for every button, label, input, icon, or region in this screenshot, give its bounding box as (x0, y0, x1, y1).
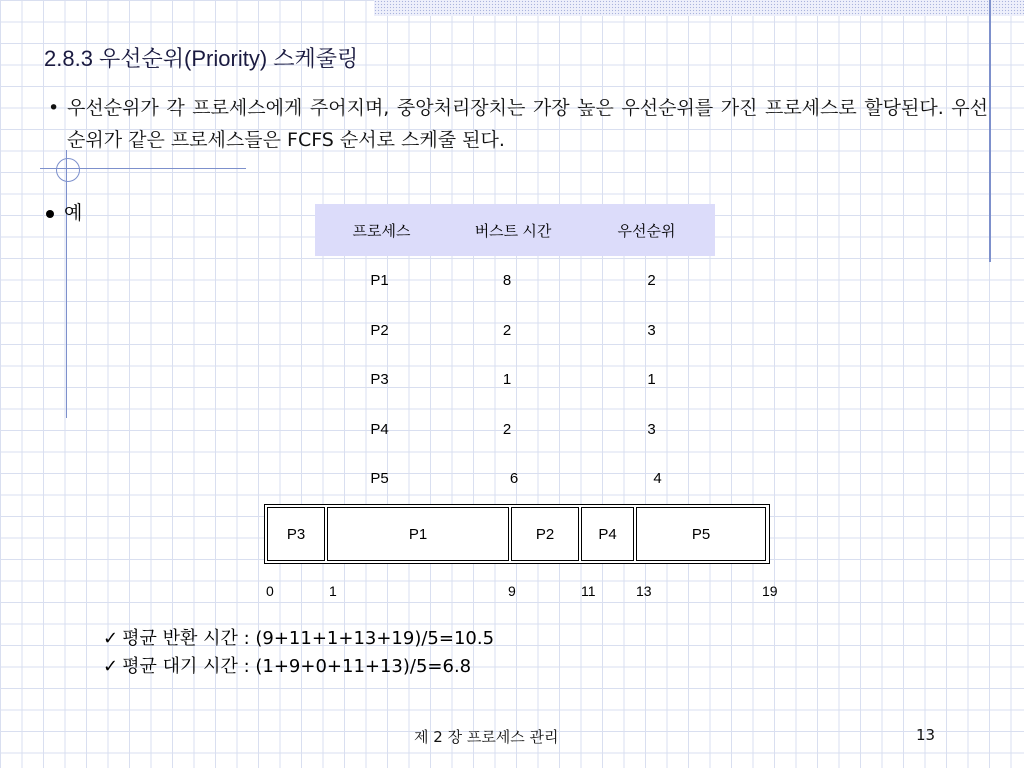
table-cell: P3 (370, 371, 389, 389)
gantt-chart (264, 504, 770, 564)
table-cell: P2 (370, 321, 389, 339)
page-number: 13 (916, 726, 936, 744)
table-row (315, 306, 715, 356)
gantt-tick: 19 (762, 583, 778, 599)
gantt-cell-p1: P1 (327, 507, 509, 561)
table-header-row (315, 204, 715, 256)
decorative-vline-left (66, 150, 67, 418)
top-decorative-band (374, 0, 1024, 16)
checkmark-icon: ✓ (103, 656, 119, 677)
footer-title: 제 2 장 프로세스 관리 (414, 728, 559, 746)
slide-title: 2.8.3 우선순위(Priority) 스케줄링 (44, 46, 359, 71)
table-cell: P5 (370, 470, 389, 488)
table-cell: 2 (502, 420, 512, 438)
description-text: 우선순위가 각 프로세스에게 주어지며, 중앙처리장치는 가장 높은 우선순위를 가진 프로세스로 할당된다. 우선순위가 같은 프로세스들은 FCFS 순서로 스케줄 된다. (67, 97, 988, 151)
column-header-burst-time: 버스트 시간 (448, 204, 578, 256)
table-cell: 3 (647, 321, 656, 339)
average-waiting (103, 652, 471, 678)
decorative-circle (56, 158, 80, 182)
table-cell: P1 (370, 272, 389, 290)
table-cell: 1 (647, 371, 656, 389)
example-label: 예 (64, 202, 83, 224)
gantt-tick: 1 (329, 583, 337, 599)
table-row (315, 405, 715, 455)
gantt-cell-p4: P4 (581, 507, 634, 561)
gantt-cell-p3: P3 (267, 507, 325, 561)
table-cell: P4 (370, 420, 389, 438)
table-cell: 6 (509, 470, 519, 488)
table-row (315, 355, 715, 405)
table-row (315, 256, 715, 306)
gantt-tick: 11 (581, 583, 596, 599)
example-bullet (46, 198, 82, 225)
table-cell: 2 (647, 272, 656, 290)
average-turnaround (103, 624, 494, 650)
description-bullet (48, 92, 988, 156)
bullet-dot: • (48, 97, 60, 119)
table-cell: 3 (647, 420, 656, 438)
bullet-dot (46, 210, 54, 218)
table-cell: 4 (653, 470, 662, 488)
table-cell: 1 (502, 371, 512, 389)
gantt-cell-p2: P2 (511, 507, 579, 561)
table-cell: 8 (502, 272, 512, 290)
average-turnaround-text: 평균 반환 시간 : (9+11+1+13+19)/5=10.5 (122, 628, 495, 649)
gantt-tick: 0 (266, 583, 274, 599)
gantt-tick: 13 (636, 583, 652, 599)
column-header-priority: 우선순위 (578, 204, 715, 256)
checkmark-icon: ✓ (103, 628, 119, 649)
table-cell: 2 (502, 321, 512, 339)
decorative-vline-right (989, 0, 991, 262)
column-header-process: 프로세스 (315, 204, 448, 256)
gantt-tick: 9 (508, 583, 516, 599)
average-waiting-text: 평균 대기 시간 : (1+9+0+11+13)/5=6.8 (122, 656, 472, 677)
gantt-cell-p5: P5 (636, 507, 766, 561)
table-row (315, 454, 715, 504)
process-table (315, 204, 715, 504)
